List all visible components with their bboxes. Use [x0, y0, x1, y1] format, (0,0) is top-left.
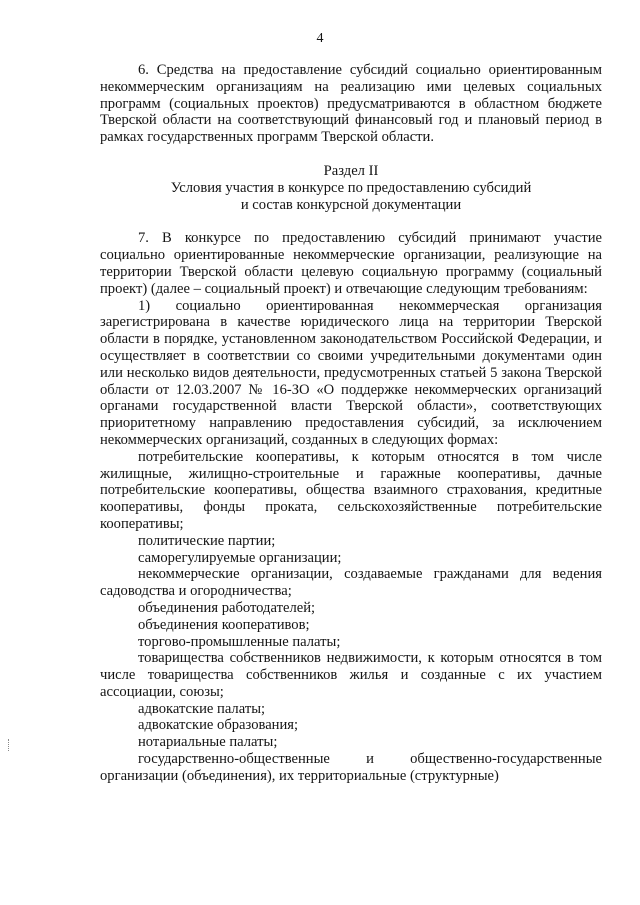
page-number: 4 — [316, 31, 324, 46]
exclusion-item: потребительские кооперативы, к которым относятся в том числе жилищные, жилищно-строительные и гаражные кооперативы, дачные потребительские кооперативы, общества взаимного страхования, кредитные кооперативы, фонды проката, сельскохозяйственные потребительские кооперативы; — [100, 448, 602, 532]
exclusion-item: товарищества собственников недвижимости, к которым относятся в том числе товарищества собственников жилья и созданные с их участием ассоциации, союзы; — [100, 650, 602, 700]
exclusion-item: торгово-промышленные палаты; — [138, 633, 341, 650]
exclusion-item: нотариальные палаты; — [138, 734, 278, 751]
section-title-line2: и состав конкурсной документации — [240, 196, 462, 213]
exclusion-item: саморегулируемые организации; — [138, 549, 342, 566]
exclusion-item: адвокатские палаты; — [138, 700, 266, 717]
exclusion-item: объединения кооперативов; — [138, 616, 310, 633]
margin-mark — [8, 739, 10, 751]
section-title-line1: Условия участия в конкурсе по предоставлению субсидий — [170, 179, 532, 196]
requirement-1: 1) социально ориентированная некоммерческая организация зарегистрирована в качестве юридического лица на территории Тверской области в порядке, установленном законодательством Российской Федерации, и осуществляет в соответствии со своими учредительными документами один или несколько видов деятельности, предусмотренных статьей 5 закона Тверской области от 12.03.2007 № 16-ЗО «О поддержке некоммерческих организаций органами государственной власти Тверской области», соответствующих приоритетному направлению предоставления субсидий, за исключением некоммерческих организаций, созданных в следующих формах: — [100, 297, 602, 448]
paragraph-6: 6. Средства на предоставление субсидий социально ориентированным некоммерческим организациям на реализацию ими целевых социальных программ (социальных проектов) предусматриваются в областном бюджете Тверской области на соответствующий финансовый год и плановый период в рамках государственных программ Тверской области. — [100, 62, 602, 146]
exclusion-item: государственно-общественные и общественно-государственные организации (объединения), их территориальные (структурные) — [100, 751, 602, 784]
exclusion-item: объединения работодателей; — [138, 599, 316, 616]
exclusion-item: адвокатские образования; — [138, 717, 299, 734]
document-body — [100, 62, 602, 785]
exclusion-item: некоммерческие организации, создаваемые гражданами для ведения садоводства и огородничества; — [100, 566, 602, 600]
paragraph-7: 7. В конкурсе по предоставлению субсидий принимают участие социально ориентированные некоммерческие организации, реализующие на территории Тверской области целевую социальную программу (социальный проект) (далее – социальный проект) и отвечающие следующим требованиям: — [100, 230, 602, 297]
section-number: Раздел II — [323, 162, 379, 179]
exclusion-item: политические партии; — [138, 532, 276, 549]
